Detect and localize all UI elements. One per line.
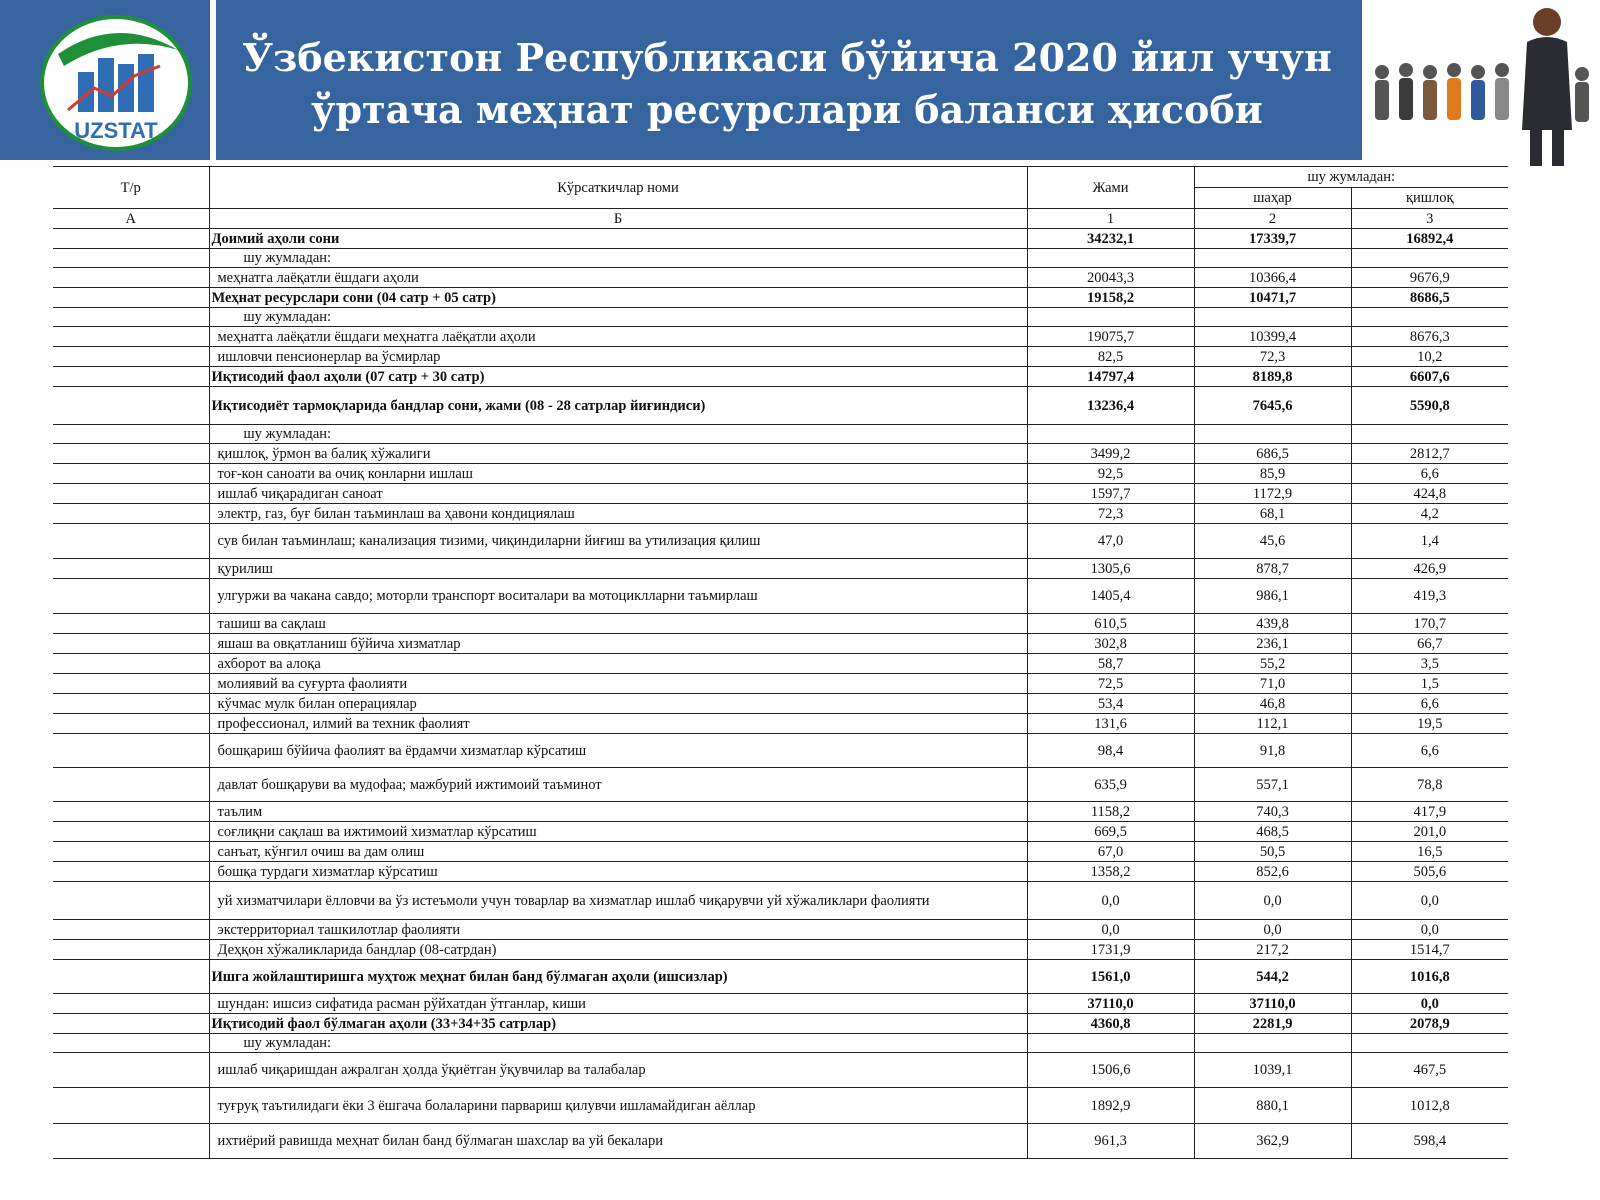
- table-row: [53, 614, 1508, 634]
- row-indicator-name: давлат бошқаруви ва мудофаа; мажбурий ижтимоий таъминот: [209, 768, 1027, 802]
- letter-cell: 1: [1027, 209, 1194, 229]
- row-urban-value: 362,9: [1194, 1124, 1351, 1159]
- row-total-value: 14797,4: [1027, 367, 1194, 387]
- row-indicator-name: шу жумладан:: [209, 308, 1027, 327]
- row-total-value: 1506,6: [1027, 1053, 1194, 1088]
- col-header-rural: қишлоқ: [1406, 190, 1454, 206]
- row-urban-value: 112,1: [1194, 714, 1351, 734]
- row-indicator-name: ташиш ва сақлаш: [209, 614, 1027, 634]
- row-number: [53, 802, 209, 822]
- row-total-value: 72,5: [1027, 674, 1194, 694]
- row-rural-value: 1016,8: [1409, 968, 1450, 985]
- row-rural-value: 1,5: [1420, 675, 1439, 692]
- row-rural-value: 2812,7: [1409, 445, 1450, 462]
- row-number: [53, 559, 209, 579]
- row-rural-value: 426,9: [1413, 560, 1447, 577]
- table-row: [53, 802, 1508, 822]
- row-total-value: 1731,9: [1027, 940, 1194, 960]
- table-row: [53, 634, 1508, 654]
- table-row: [53, 654, 1508, 674]
- row-rural-value: 170,7: [1413, 615, 1447, 632]
- row-number: [53, 1034, 209, 1053]
- row-urban-value: 686,5: [1194, 444, 1351, 464]
- row-rural-value: 8686,5: [1409, 289, 1450, 306]
- row-urban-value: 236,1: [1194, 634, 1351, 654]
- row-number: [53, 268, 209, 288]
- row-rural-value: 16892,4: [1406, 230, 1454, 247]
- row-total-value: 302,8: [1027, 634, 1194, 654]
- table-row: [53, 327, 1508, 347]
- table-body: [53, 229, 1508, 1159]
- letter-cell: А: [53, 209, 209, 229]
- row-total-value: 19075,7: [1027, 327, 1194, 347]
- row-number: [53, 524, 209, 559]
- row-number: [53, 288, 209, 308]
- row-total-value: 131,6: [1027, 714, 1194, 734]
- row-rural-value: 1,4: [1420, 533, 1439, 549]
- row-indicator-name: шу жумладан:: [209, 249, 1027, 268]
- row-indicator-name: қишлоқ, ўрмон ва балиқ хўжалиги: [209, 444, 1027, 464]
- row-number: [53, 1014, 209, 1034]
- row-number: [53, 920, 209, 940]
- row-number: [53, 634, 209, 654]
- table-row: [53, 960, 1508, 994]
- row-rural-value: 5590,8: [1409, 397, 1450, 414]
- row-indicator-name: шу жумладан:: [209, 1034, 1027, 1053]
- row-number: [53, 842, 209, 862]
- row-total-value: 58,7: [1027, 654, 1194, 674]
- row-total-value: 1561,0: [1027, 960, 1194, 994]
- letter-cell: Б: [209, 209, 1027, 229]
- row-urban-value: 71,0: [1194, 674, 1351, 694]
- table-row: [53, 1034, 1508, 1053]
- row-number: [53, 579, 209, 614]
- row-urban-value: 46,8: [1194, 694, 1351, 714]
- row-indicator-name: туғруқ таътилидаги ёки 3 ёшгача болаларини парвариш қилувчи ишламайдиган аёллар: [209, 1088, 1027, 1124]
- row-rural-value: 417,9: [1413, 803, 1447, 820]
- row-indicator-name: меҳнатга лаёқатли ёшдаги меҳнатга лаёқатли аҳоли: [209, 327, 1027, 347]
- row-indicator-name: шу жумладан:: [209, 425, 1027, 444]
- row-urban-value: 85,9: [1194, 464, 1351, 484]
- page-title: [222, 32, 1352, 136]
- row-number: [53, 367, 209, 387]
- row-rural-value: 467,5: [1413, 1062, 1447, 1078]
- row-urban-value: 10399,4: [1194, 327, 1351, 347]
- row-total-value: 34232,1: [1027, 229, 1194, 249]
- row-number: [53, 768, 209, 802]
- row-urban-value: 37110,0: [1194, 994, 1351, 1014]
- workers-group-photo: [1362, 0, 1600, 168]
- row-number: [53, 308, 209, 327]
- row-total-value: 4360,8: [1027, 1014, 1194, 1034]
- row-urban-value: 7645,6: [1194, 387, 1351, 425]
- row-total-value: [1027, 308, 1194, 327]
- row-indicator-name: Ишга жойлаштиришга муҳтож меҳнат билан банд бўлмаган аҳоли (ишсизлар): [209, 960, 1027, 994]
- row-urban-value: 10366,4: [1194, 268, 1351, 288]
- row-rural-value: 598,4: [1413, 1133, 1447, 1149]
- row-total-value: 92,5: [1027, 464, 1194, 484]
- table-row: [53, 249, 1508, 268]
- table-row: [53, 444, 1508, 464]
- row-urban-value: 0,0: [1194, 920, 1351, 940]
- row-urban-value: [1194, 308, 1351, 327]
- row-urban-value: 468,5: [1194, 822, 1351, 842]
- row-total-value: 0,0: [1027, 882, 1194, 920]
- row-total-value: 13236,4: [1027, 387, 1194, 425]
- table-row: [53, 559, 1508, 579]
- table-row: [53, 920, 1508, 940]
- row-indicator-name: яшаш ва овқатланиш бўйича хизматлар: [209, 634, 1027, 654]
- row-rural-value: 6,6: [1420, 465, 1439, 482]
- row-rural-value: 3,5: [1420, 655, 1439, 672]
- row-total-value: 1358,2: [1027, 862, 1194, 882]
- row-urban-value: 986,1: [1194, 579, 1351, 614]
- row-urban-value: 544,2: [1194, 960, 1351, 994]
- page-title-line-2: ўртача меҳнат ресурслари баланси ҳисоби: [311, 87, 1263, 132]
- row-indicator-name: экстерриториал ташкилотлар фаолияти: [209, 920, 1027, 940]
- row-urban-value: 72,3: [1194, 347, 1351, 367]
- row-rural-value: 9676,9: [1409, 269, 1450, 286]
- row-rural-value: 19,5: [1417, 715, 1443, 732]
- row-indicator-name: тоғ-кон саноати ва очиқ конларни ишлаш: [209, 464, 1027, 484]
- row-total-value: [1027, 1034, 1194, 1053]
- row-total-value: 0,0: [1027, 920, 1194, 940]
- row-rural-value: [1351, 1034, 1508, 1053]
- row-urban-value: 45,6: [1194, 524, 1351, 559]
- table-row: [53, 734, 1508, 768]
- row-number: [53, 940, 209, 960]
- row-number: [53, 714, 209, 734]
- row-rural-value: 78,8: [1417, 776, 1443, 793]
- table-row: [53, 579, 1508, 614]
- row-number: [53, 862, 209, 882]
- row-urban-value: 2281,9: [1194, 1014, 1351, 1034]
- table-row: [53, 387, 1508, 425]
- table-row: [53, 842, 1508, 862]
- row-total-value: 669,5: [1027, 822, 1194, 842]
- table-row: [53, 524, 1508, 559]
- col-header-total: Жами: [1027, 167, 1194, 209]
- row-total-value: 1405,4: [1027, 579, 1194, 614]
- row-rural-value: 8676,3: [1409, 328, 1450, 345]
- table-row: [53, 1014, 1508, 1034]
- row-rural-value: [1351, 425, 1508, 444]
- row-rural-value: 419,3: [1413, 588, 1447, 604]
- row-total-value: 47,0: [1027, 524, 1194, 559]
- table-row: [53, 425, 1508, 444]
- row-number: [53, 674, 209, 694]
- col-header-urban: шаҳар: [1194, 188, 1351, 209]
- row-number: [53, 347, 209, 367]
- row-urban-value: 740,3: [1194, 802, 1351, 822]
- row-urban-value: [1194, 425, 1351, 444]
- table-row: [53, 308, 1508, 327]
- table-row: [53, 484, 1508, 504]
- table-row: [53, 464, 1508, 484]
- table-row: [53, 1124, 1508, 1159]
- row-rural-value: [1351, 308, 1508, 327]
- row-indicator-name: санъат, кўнгил очиш ва дам олиш: [209, 842, 1027, 862]
- row-indicator-name: Иқтисодий фаол аҳоли (07 сатр + 30 сатр): [209, 367, 1027, 387]
- col-header-indicator: Кўрсаткичлар номи: [209, 167, 1027, 209]
- row-total-value: 19158,2: [1027, 288, 1194, 308]
- row-urban-value: 1039,1: [1194, 1053, 1351, 1088]
- row-urban-value: 10471,7: [1194, 288, 1351, 308]
- row-number: [53, 425, 209, 444]
- row-urban-value: 17339,7: [1194, 229, 1351, 249]
- row-number: [53, 994, 209, 1014]
- row-indicator-name: электр, газ, буғ билан таъминлаш ва ҳавони кондициялаш: [209, 504, 1027, 524]
- row-indicator-name: ишлаб чиқаришдан ажралган ҳолда ўқиётган ўқувчилар ва талабалар: [209, 1053, 1027, 1088]
- row-rural-value: 1514,7: [1409, 941, 1450, 958]
- row-number: [53, 960, 209, 994]
- row-urban-value: 880,1: [1194, 1088, 1351, 1124]
- row-indicator-name: ишловчи пенсионерлар ва ўсмирлар: [209, 347, 1027, 367]
- row-indicator-name: таълим: [209, 802, 1027, 822]
- row-number: [53, 822, 209, 842]
- table-row: [53, 940, 1508, 960]
- row-rural-value: 10,2: [1417, 348, 1443, 365]
- row-total-value: 3499,2: [1027, 444, 1194, 464]
- row-total-value: 67,0: [1027, 842, 1194, 862]
- row-rural-value: [1351, 249, 1508, 268]
- letter-cell: 2: [1194, 209, 1351, 229]
- row-rural-value: 0,0: [1420, 892, 1439, 909]
- row-total-value: 1158,2: [1027, 802, 1194, 822]
- logo-wordmark: UZSTAT: [74, 118, 158, 143]
- table-row: [53, 862, 1508, 882]
- col-header-including: шу жумладан:: [1194, 167, 1508, 188]
- table-row: [53, 504, 1508, 524]
- row-urban-value: [1194, 249, 1351, 268]
- row-urban-value: 55,2: [1194, 654, 1351, 674]
- row-indicator-name: уй хизматчилари ёлловчи ва ўз истеъмоли учун товарлар ва хизматлар ишлаб чиқарувчи уй хўжаликлари фаолияти: [209, 882, 1027, 920]
- row-indicator-name: бошқа турдаги хизматлар кўрсатиш: [209, 862, 1027, 882]
- row-urban-value: 1172,9: [1194, 484, 1351, 504]
- logo-panel: [0, 0, 216, 160]
- row-indicator-name: Иқтисодий фаол бўлмаган аҳоли (33+34+35 сатрлар): [209, 1014, 1027, 1034]
- table-row: [53, 694, 1508, 714]
- row-urban-value: 50,5: [1194, 842, 1351, 862]
- row-indicator-name: Доимий аҳоли сони: [209, 229, 1027, 249]
- row-number: [53, 1088, 209, 1124]
- row-urban-value: 91,8: [1194, 734, 1351, 768]
- row-urban-value: 8189,8: [1194, 367, 1351, 387]
- table-row: [53, 768, 1508, 802]
- row-rural-value: 1012,8: [1409, 1097, 1450, 1114]
- row-total-value: 82,5: [1027, 347, 1194, 367]
- row-urban-value: 68,1: [1194, 504, 1351, 524]
- row-rural-value: 6607,6: [1409, 368, 1450, 385]
- row-total-value: 20043,3: [1027, 268, 1194, 288]
- row-number: [53, 444, 209, 464]
- row-total-value: 98,4: [1027, 734, 1194, 768]
- col-header-number: Т/р: [53, 167, 209, 209]
- row-number: [53, 464, 209, 484]
- table-row: [53, 1088, 1508, 1124]
- row-indicator-name: ишлаб чиқарадиган саноат: [209, 484, 1027, 504]
- table-row: [53, 822, 1508, 842]
- row-rural-value: 6,6: [1420, 742, 1439, 759]
- row-urban-value: 852,6: [1194, 862, 1351, 882]
- row-number: [53, 327, 209, 347]
- table-row: [53, 994, 1508, 1014]
- row-urban-value: 878,7: [1194, 559, 1351, 579]
- row-indicator-name: кўчмас мулк билан операциялар: [209, 694, 1027, 714]
- row-total-value: 1597,7: [1027, 484, 1194, 504]
- row-total-value: 961,3: [1027, 1124, 1194, 1159]
- row-number: [53, 1124, 209, 1159]
- labor-balance-table: [53, 166, 1508, 1159]
- letter-cell: 3: [1351, 209, 1508, 229]
- table-row: [53, 1053, 1508, 1088]
- row-rural-value: 6,6: [1420, 695, 1439, 712]
- table-row: [53, 674, 1508, 694]
- row-number: [53, 229, 209, 249]
- row-urban-value: 217,2: [1194, 940, 1351, 960]
- table-row: [53, 229, 1508, 249]
- row-total-value: 1892,9: [1027, 1088, 1194, 1124]
- row-number: [53, 614, 209, 634]
- row-number: [53, 504, 209, 524]
- row-indicator-name: ахборот ва алоқа: [209, 654, 1027, 674]
- table-row: [53, 288, 1508, 308]
- row-urban-value: 557,1: [1194, 768, 1351, 802]
- row-number: [53, 387, 209, 425]
- row-total-value: 1305,6: [1027, 559, 1194, 579]
- row-rural-value: 505,6: [1413, 863, 1447, 880]
- row-indicator-name: Иқтисодиёт тармоқларида бандлар сони, жами (08 - 28 сатрлар йиғиндиси): [209, 387, 1027, 425]
- row-urban-value: [1194, 1034, 1351, 1053]
- row-total-value: 72,3: [1027, 504, 1194, 524]
- row-urban-value: 0,0: [1194, 882, 1351, 920]
- row-indicator-name: Меҳнат ресурслари сони (04 сатр + 05 сатр): [209, 288, 1027, 308]
- row-rural-value: 66,7: [1417, 635, 1443, 652]
- table-row: [53, 268, 1508, 288]
- row-total-value: 635,9: [1027, 768, 1194, 802]
- row-number: [53, 484, 209, 504]
- page-title-line-1: Ўзбекистон Республикаси бўйича 2020 йил учун: [242, 35, 1332, 80]
- row-indicator-name: Деҳқон хўжаликларида бандлар (08-сатрдан): [209, 940, 1027, 960]
- row-indicator-name: меҳнатга лаёқатли ёшдаги аҳоли: [209, 268, 1027, 288]
- row-indicator-name: профессионал, илмий ва техник фаолият: [209, 714, 1027, 734]
- row-rural-value: 2078,9: [1409, 1015, 1450, 1032]
- row-indicator-name: қурилиш: [209, 559, 1027, 579]
- row-rural-value: 424,8: [1413, 485, 1447, 502]
- row-indicator-name: соғлиқни сақлаш ва ижтимоий хизматлар кўрсатиш: [209, 822, 1027, 842]
- row-indicator-name: сув билан таъминлаш; канализация тизими, чиқиндиларни йиғиш ва утилизация қилиш: [209, 524, 1027, 559]
- row-total-value: [1027, 425, 1194, 444]
- row-number: [53, 249, 209, 268]
- row-urban-value: 439,8: [1194, 614, 1351, 634]
- row-indicator-name: улгуржи ва чакана савдо; моторли транспорт воситалари ва мотоциклларни таъмирлаш: [209, 579, 1027, 614]
- table-row: [53, 882, 1508, 920]
- row-rural-value: 201,0: [1413, 823, 1447, 840]
- row-rural-value: 0,0: [1420, 995, 1439, 1012]
- table-row: [53, 367, 1508, 387]
- row-rural-value: 0,0: [1420, 921, 1439, 938]
- row-indicator-name: шундан: ишсиз сифатида расман рўйхатдан ўтганлар, киши: [209, 994, 1027, 1014]
- row-total-value: 37110,0: [1027, 994, 1194, 1014]
- row-total-value: 610,5: [1027, 614, 1194, 634]
- row-number: [53, 654, 209, 674]
- table-row: [53, 714, 1508, 734]
- row-number: [53, 1053, 209, 1088]
- row-number: [53, 734, 209, 768]
- row-indicator-name: ихтиёрий равишда меҳнат билан банд бўлмаган шахслар ва уй бекалари: [209, 1124, 1027, 1159]
- table-row: [53, 347, 1508, 367]
- row-total-value: 53,4: [1027, 694, 1194, 714]
- row-number: [53, 882, 209, 920]
- row-rural-value: 4,2: [1420, 505, 1439, 522]
- row-number: [53, 694, 209, 714]
- row-total-value: [1027, 249, 1194, 268]
- row-indicator-name: молиявий ва суғурта фаолияти: [209, 674, 1027, 694]
- row-rural-value: 16,5: [1417, 843, 1443, 860]
- uzstat-logo: [38, 14, 194, 152]
- row-indicator-name: бошқариш бўйича фаолият ва ёрдамчи хизматлар кўрсатиш: [209, 734, 1027, 768]
